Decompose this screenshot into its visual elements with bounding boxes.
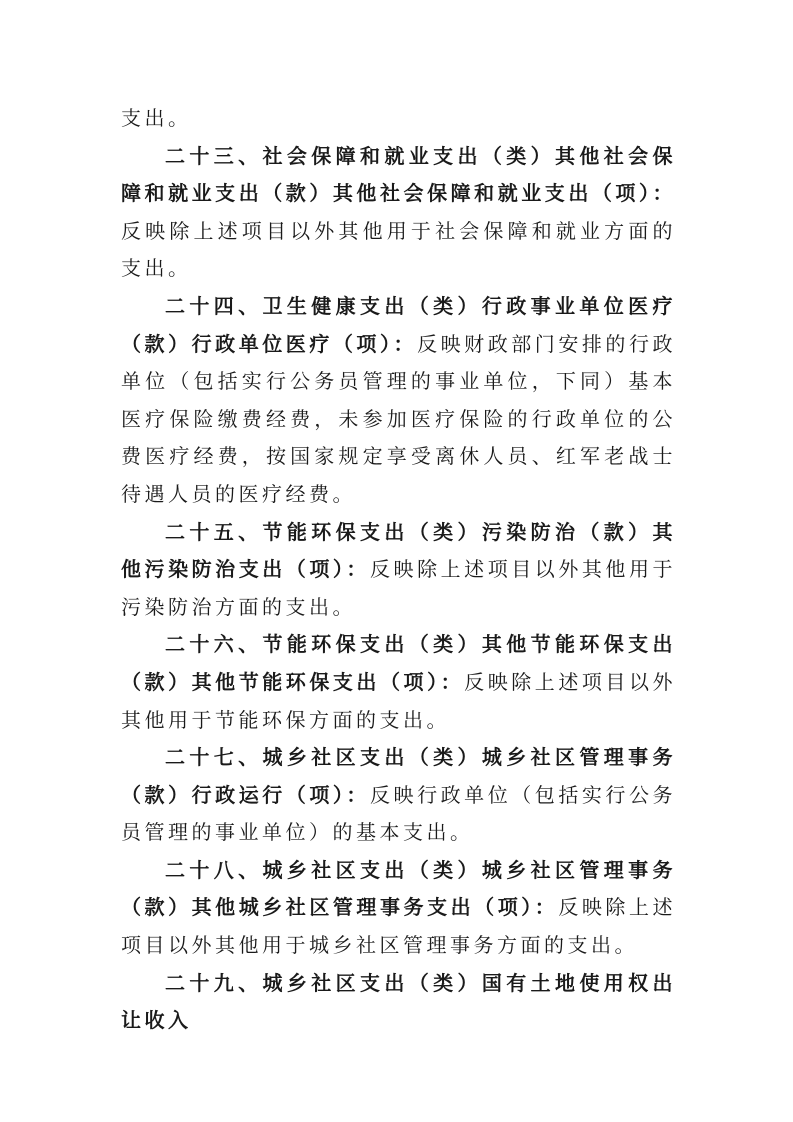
paragraph-item-24 [121,288,676,514]
paragraph-item-29 [121,965,676,1040]
paragraph-item-23 [121,138,676,288]
paragraph-body: 反映除上述项目以外其他用于社会保障和就业方面的支出。 [121,218,676,281]
paragraph-heading: 二十六、节能环保支出（类）其他节能环保支出（款）其他节能环保支出（项）： [121,632,676,694]
paragraph-item-25 [121,514,676,627]
paragraph-body: 反映除上述项目以外其他用于污染防治方面的支出。 [121,557,677,619]
paragraph-heading: 二十五、节能环保支出（类）污染防治（款）其他污染防治支出（项）： [121,519,676,582]
paragraph-heading: 二十三、社会保障和就业支出（类）其他社会保障和就业支出（款）其他社会保障和就业支出（项）： [121,143,676,206]
paragraph-heading: 二十八、城乡社区支出（类）城乡社区管理事务（款）其他城乡社区管理事务支出（项）： [121,857,676,920]
page-content [121,100,676,1040]
paragraph-body: 反映行政单位（包括实行公务员管理的事业单位）的基本支出。 [121,782,677,845]
paragraph-body: 反映除上述项目以外其他用于节能环保方面的支出。 [121,669,677,732]
paragraph-body: 反映除上述项目以外其他用于城乡社区管理事务方面的支出。 [121,895,677,958]
paragraph-item-26 [121,626,676,739]
paragraph-item-27 [121,739,676,852]
paragraph-body: 支出。 [121,106,192,130]
paragraph-body: 反映财政部门安排的行政单位（包括实行公务员管理的事业单位，下同）基本医疗保险缴费经费，未参加医疗保险的行政单位的公费医疗经费，按国家规定享受离休人员、红军老战士待遇人员的医疗经费。 [121,331,677,506]
paragraph-heading: 二十四、卫生健康支出（类）行政事业单位医疗（款）行政单位医疗（项）： [121,293,676,356]
paragraph-heading: 二十九、城乡社区支出（类）国有土地使用权出让收入 [121,970,676,1033]
paragraph-heading: 二十七、城乡社区支出（类）城乡社区管理事务（款）行政运行（项）： [121,745,676,807]
paragraph-continuation [121,100,676,138]
paragraph-item-28 [121,852,676,965]
